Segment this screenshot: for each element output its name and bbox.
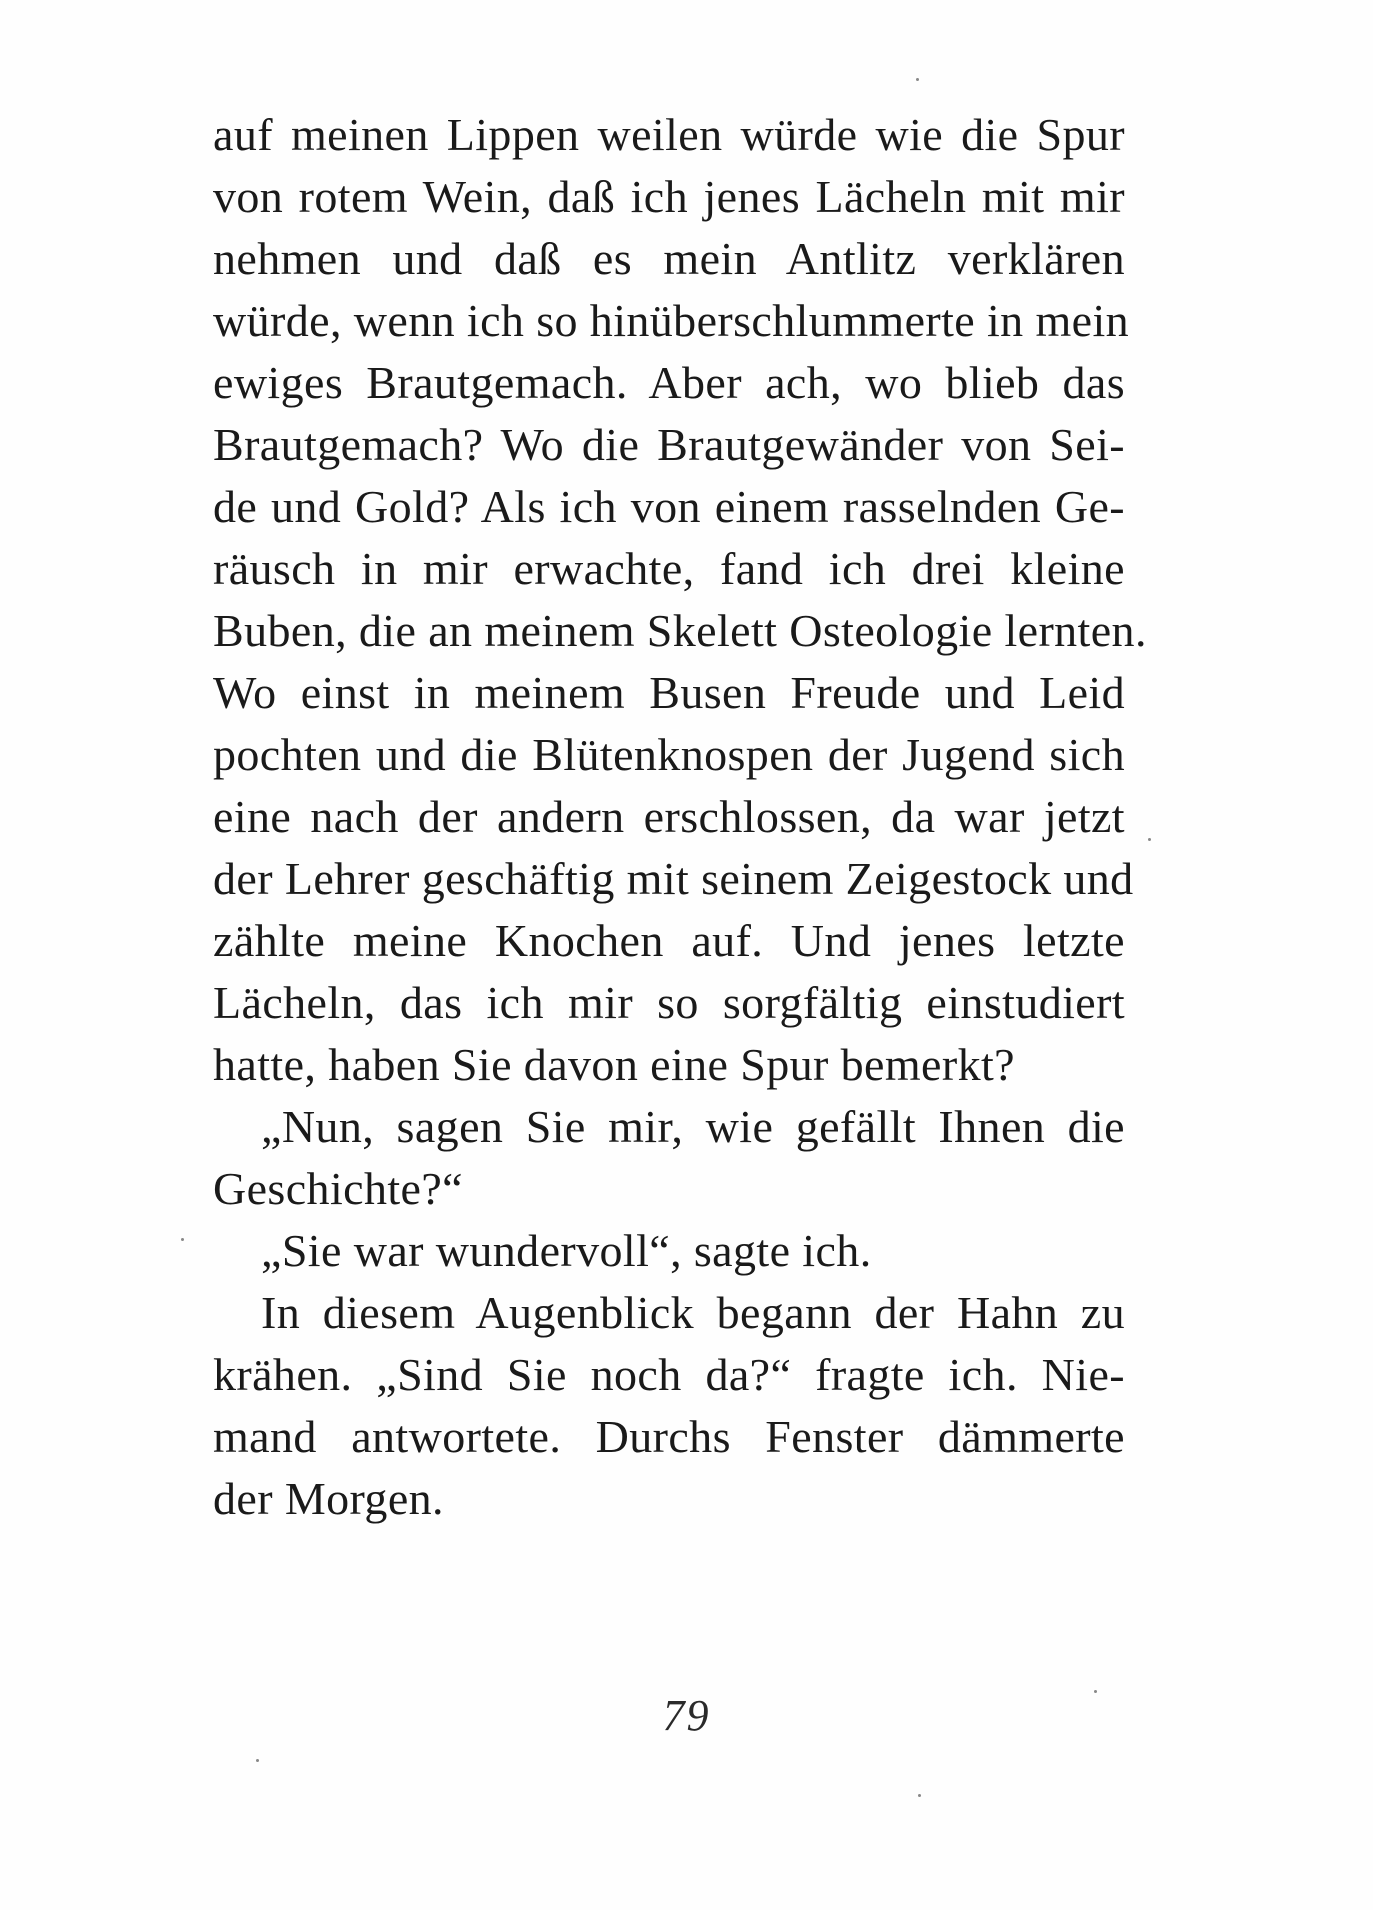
paper-speck xyxy=(918,1794,921,1797)
paper-speck xyxy=(181,1238,184,1241)
text-line: von rotem Wein, daß ich jenes Lächeln mit mir xyxy=(213,171,1125,222)
text-line: hatte, haben Sie davon eine Spur bemerkt? xyxy=(213,1039,1015,1090)
text-line: Buben, die an meinem Skelett Osteologie lernten. xyxy=(213,605,1147,656)
text-line: de und Gold? Als ich von einem rasselnden Ge- xyxy=(213,481,1125,532)
text-line: nehmen und daß es mein Antlitz verklären xyxy=(213,233,1125,284)
paper-speck xyxy=(256,1759,259,1762)
text-line: „Nun, sagen Sie mir, wie gefällt Ihnen die xyxy=(261,1101,1125,1152)
text-line: Brautgemach? Wo die Brautgewänder von Sei- xyxy=(213,419,1125,470)
text-line: „Sie war wundervoll“, sagte ich. xyxy=(261,1225,872,1276)
text-line: krähen. „Sind Sie noch da?“ fragte ich. Nie- xyxy=(213,1349,1125,1400)
paper-speck xyxy=(1148,838,1151,841)
text-line: auf meinen Lippen weilen würde wie die Spur xyxy=(213,109,1125,160)
text-line: der Morgen. xyxy=(213,1473,444,1524)
text-line: eine nach der andern erschlossen, da war jetzt xyxy=(213,791,1125,842)
body-text xyxy=(213,104,1147,1530)
paper-speck xyxy=(1094,1690,1097,1693)
text-line: der Lehrer geschäftig mit seinem Zeigestock und xyxy=(213,853,1134,904)
text-line: räusch in mir erwachte, fand ich drei kleine xyxy=(213,543,1125,594)
text-line: würde, wenn ich so hinüberschlummerte in mein xyxy=(213,295,1130,346)
text-line: pochten und die Blütenknospen der Jugend sich xyxy=(213,729,1125,780)
text-line: Lächeln, das ich mir so sorgfältig einstudiert xyxy=(213,977,1125,1028)
text-line: mand antwortete. Durchs Fenster dämmerte xyxy=(213,1411,1125,1462)
page-number: 79 xyxy=(662,1691,711,1740)
text-line: zählte meine Knochen auf. Und jenes letzte xyxy=(213,915,1125,966)
text-line: Wo einst in meinem Busen Freude und Leid xyxy=(213,667,1125,718)
paper-speck xyxy=(916,78,919,81)
text-line: Geschichte?“ xyxy=(213,1163,463,1214)
text-line: In diesem Augenblick begann der Hahn zu xyxy=(261,1287,1125,1338)
text-line: ewiges Brautgemach. Aber ach, wo blieb das xyxy=(213,357,1125,408)
